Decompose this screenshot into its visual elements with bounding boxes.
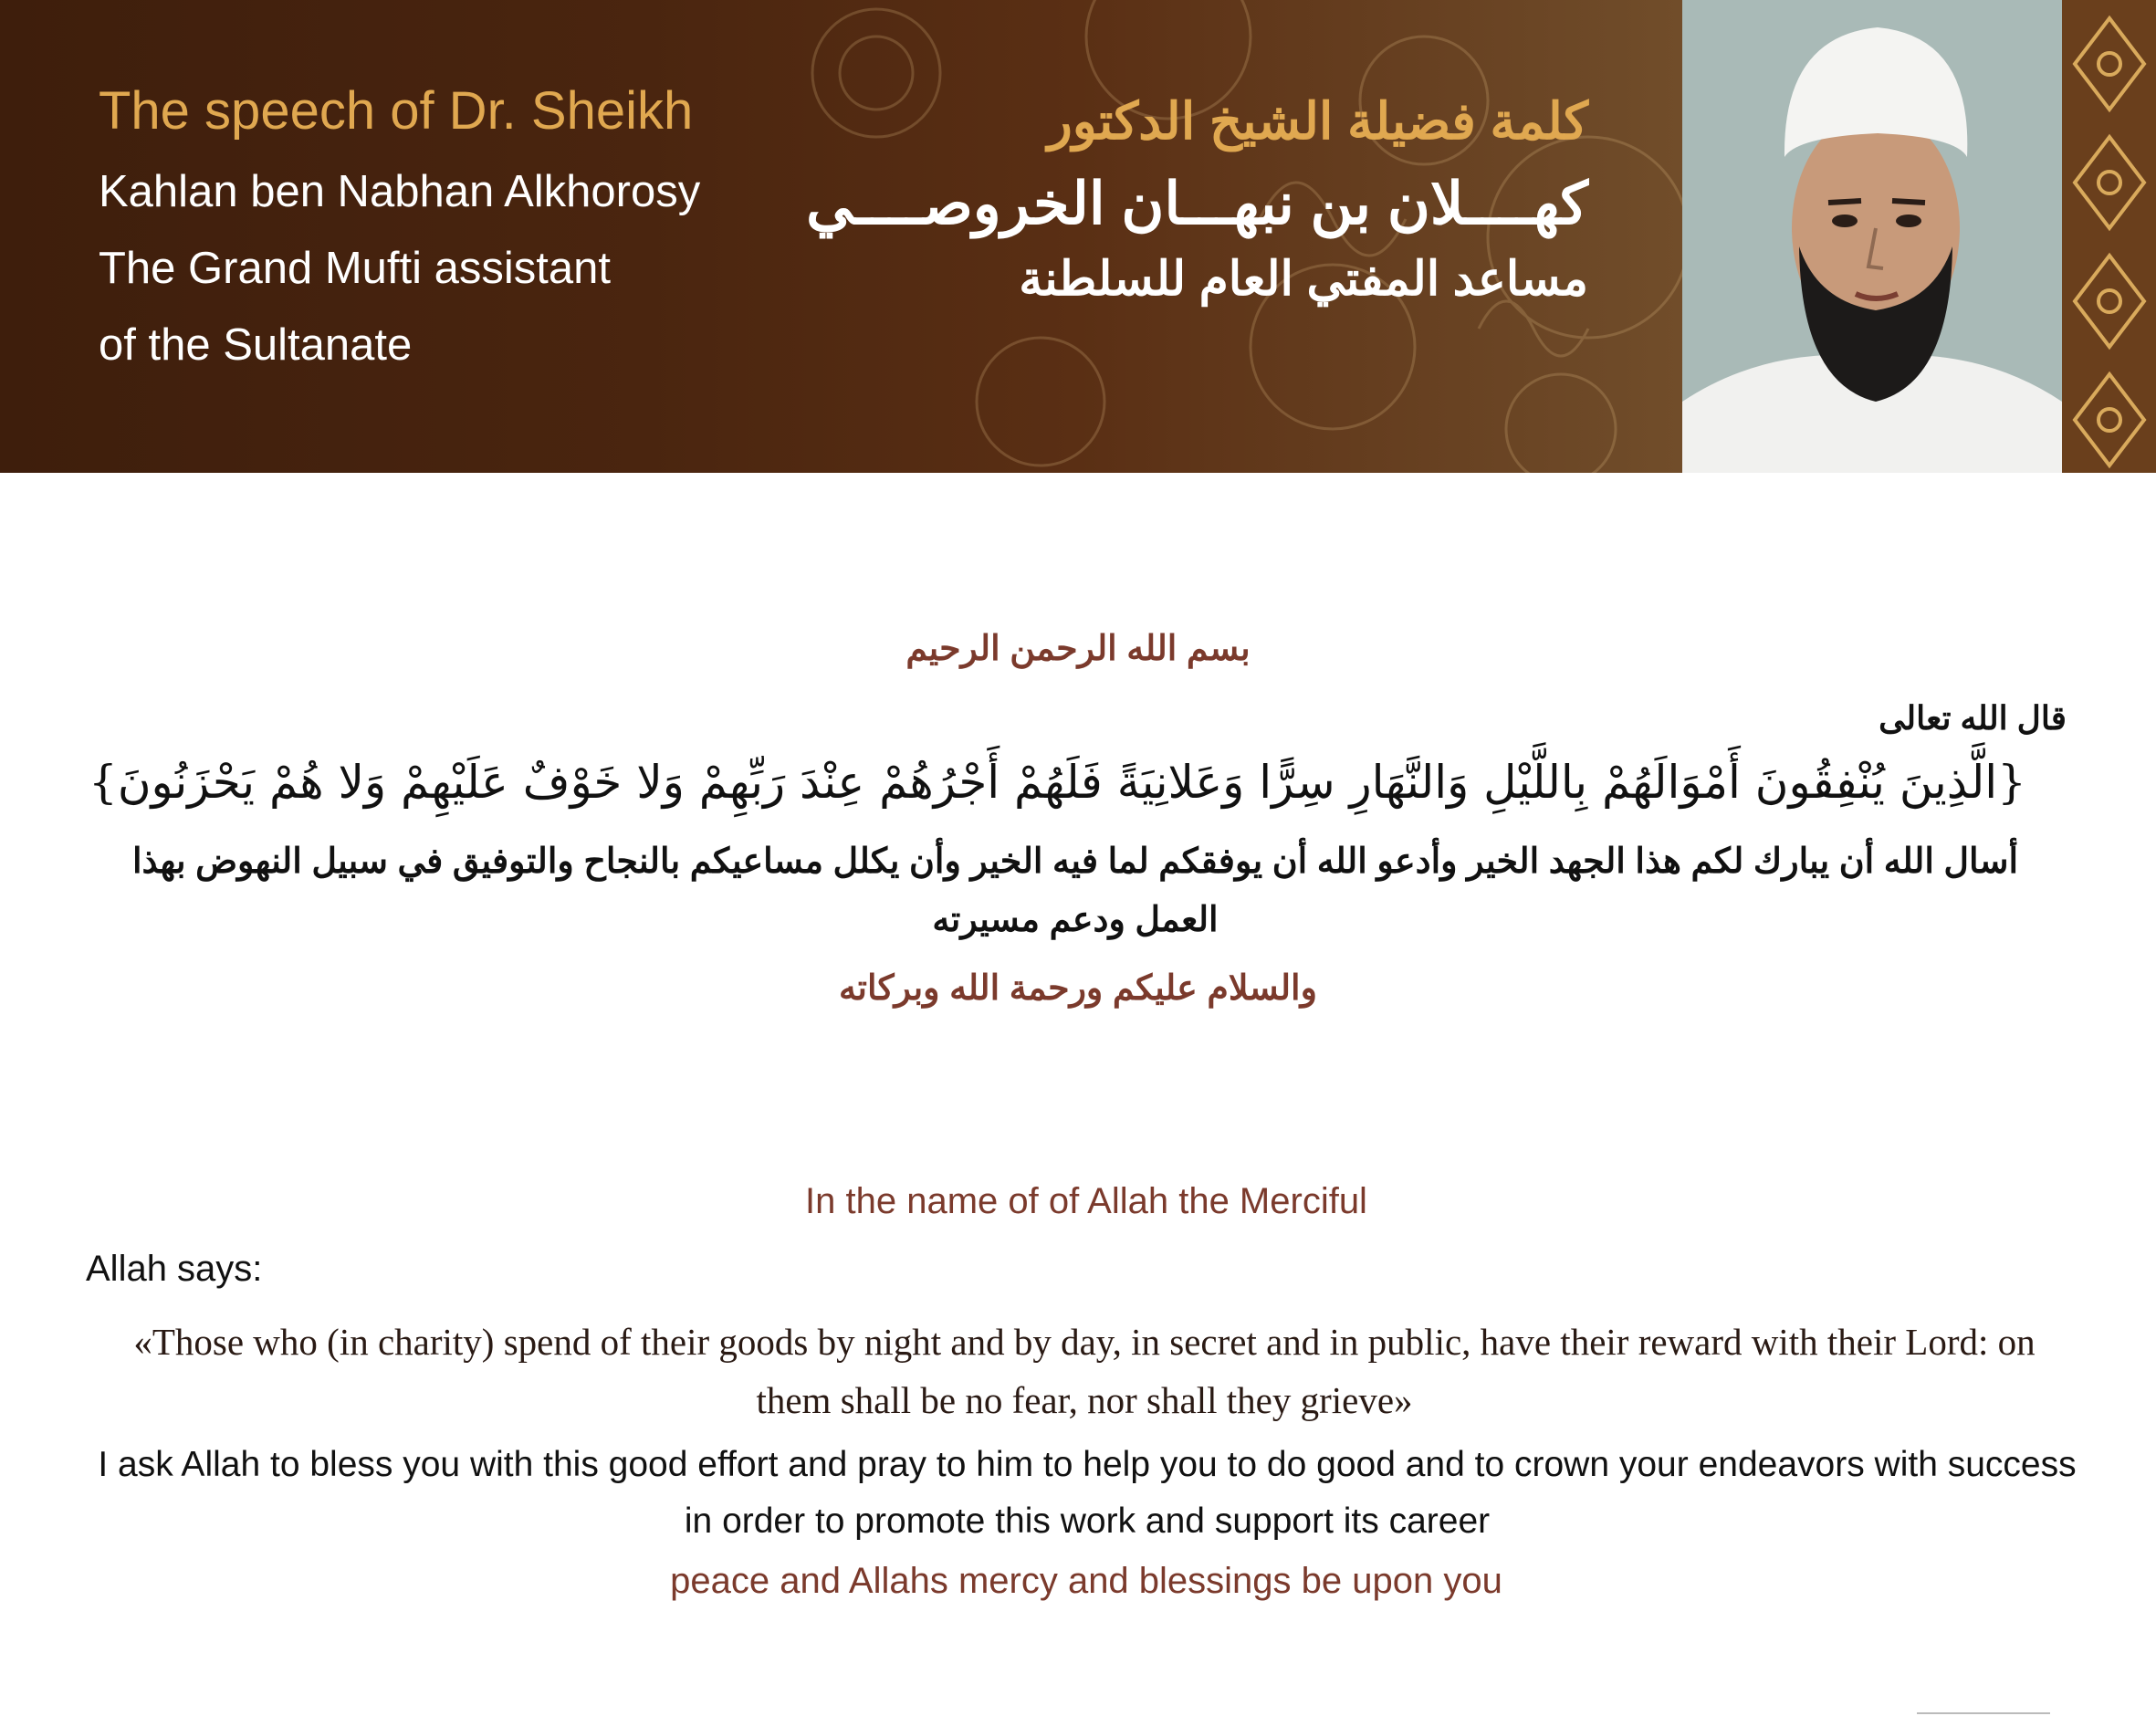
basmala-ar: بسم الله الرحمن الرحيم — [905, 630, 1251, 668]
closing-greeting-ar: والسلام عليكم ورحمة الله وبركاته — [839, 969, 1317, 1008]
allah-says-ar: قال الله تعالى — [1879, 699, 2067, 737]
prayer-paragraph-ar: أسال الله أن يبارك لكم هذا الجهد الخير وأدعو الله أن يوفقكم لما فيه الخير وأن يكلل مساعيكم بالنجاح والتوفيق في سبيل النهوض بهذا العمل ودعم مسيرته — [131, 842, 2019, 939]
basmala-en: In the name of of Allah the Merciful — [805, 1181, 1367, 1221]
portrait-illustration — [1682, 0, 2062, 473]
speech-title-en: The speech of Dr. Sheikh — [99, 81, 694, 141]
quran-verse-en: «Those who (in charity) spend of their goods by night and by day, in secret and in public, have their reward with their Lord: on them shall be no fear, nor shall they grieve» — [133, 1321, 2036, 1421]
page-edge-line — [1917, 1712, 2050, 1714]
speaker-role-en-cont: of the Sultanate — [99, 320, 413, 370]
speech-title-ar: كلمة فضيلة الشيخ الدكتور — [1047, 92, 1588, 150]
carpet-pattern — [2062, 0, 2156, 473]
speaker-name-en: Kahlan ben Nabhan Alkhorosy — [99, 167, 701, 216]
speaker-portrait — [1682, 0, 2062, 473]
allah-says-en: Allah says: — [86, 1249, 263, 1289]
prayer-paragraph-en: I ask Allah to bless you with this good effort and pray to him to help you to do good and to crown your endeavors with success in order to promote this work and support its career — [98, 1445, 2077, 1541]
quran-verse-ar: {الَّذِينَ يُنْفِقُونَ أَمْوَالَهُمْ بِاللَّيْلِ وَالنَّهَارِ سِرًّا وَعَلانِيَةً فَلَهُمْ أَجْرُهُمْ عِنْدَ رَبِّهِمْ وَلا خَوْفٌ عَلَيْهِمْ وَلا هُمْ يَحْزَنُونَ} — [89, 756, 2026, 809]
speaker-role-ar: مساعد المفتي العام للسلطنة — [1019, 253, 1588, 306]
closing-greeting-en: peace and Allahs mercy and blessings be upon you — [670, 1561, 1502, 1601]
speaker-name-ar: كهــــلان بن نبهـــان الخروصــــي — [806, 171, 1588, 236]
speaker-role-en: The Grand Mufti assistant — [99, 244, 612, 293]
decorative-side-pattern — [2062, 0, 2156, 473]
